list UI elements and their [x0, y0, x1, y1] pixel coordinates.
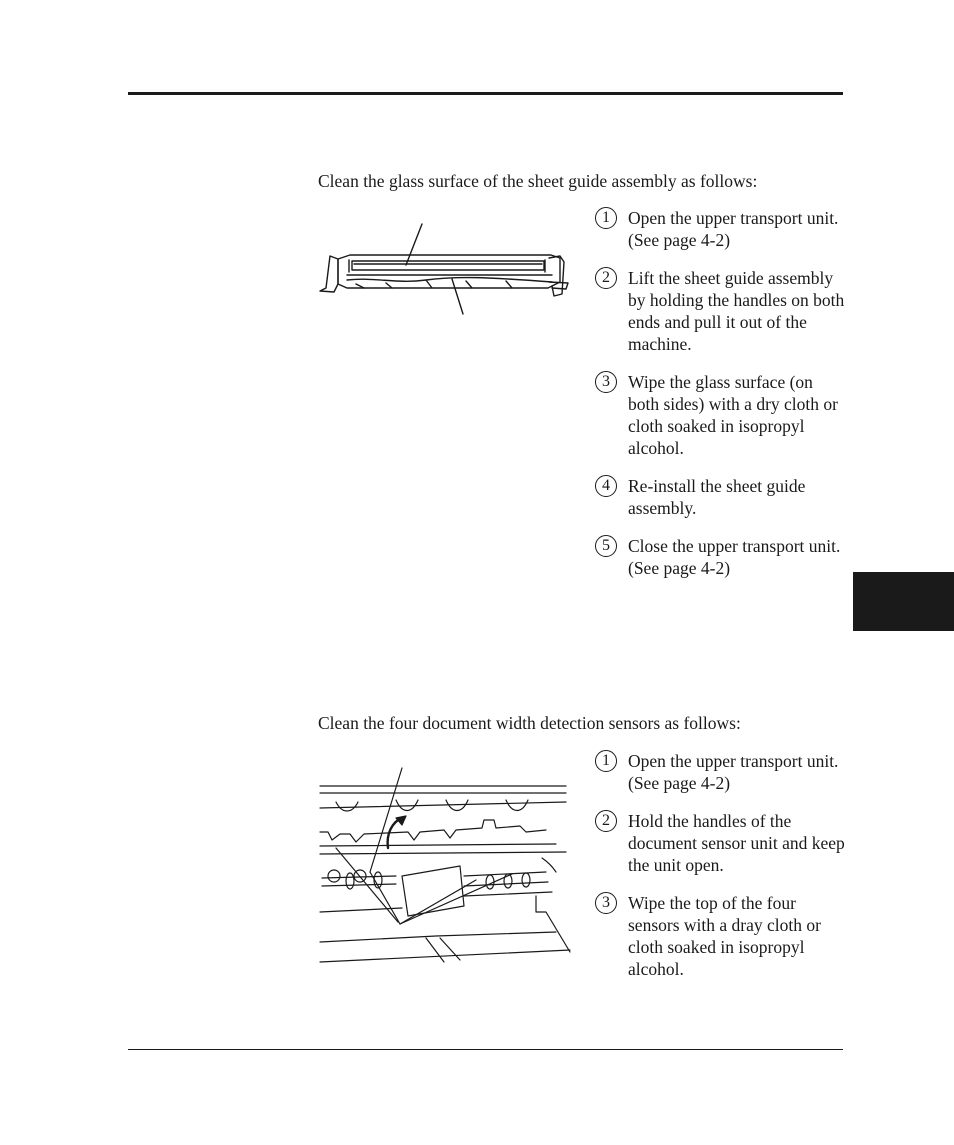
section2-intro: Clean the four document width detection sensors as follows:	[318, 713, 741, 733]
section2-step-2	[595, 810, 845, 876]
step-text: Close the upper transport unit. (See page 4-2)	[628, 536, 841, 578]
section2-step-3	[595, 892, 845, 980]
document-sensor-unit-figure	[316, 762, 574, 970]
bottom-rule	[128, 1049, 843, 1050]
step-number-badge: 2	[595, 810, 617, 832]
step-text: Hold the handles of the document sensor unit and keep the unit open.	[628, 811, 845, 875]
section1-step-2	[595, 267, 845, 355]
step-number-badge: 2	[595, 267, 617, 289]
step-text: Open the upper transport unit. (See page 4-2)	[628, 208, 839, 250]
step-text: Open the upper transport unit. (See page 4-2)	[628, 751, 839, 793]
step-text: Wipe the glass surface (on both sides) with a dry cloth or cloth soaked in isopropyl alcohol.	[628, 372, 838, 458]
step-number-badge: 5	[595, 535, 617, 557]
step-number-badge: 1	[595, 750, 617, 772]
step-number-badge: 1	[595, 207, 617, 229]
sheet-guide-assembly-figure	[316, 222, 570, 318]
top-rule	[128, 92, 843, 95]
section2-step-1	[595, 750, 845, 794]
section1-step-1	[595, 207, 845, 251]
step-text: Lift the sheet guide assembly by holding the handles on both ends and pull it out of the machine.	[628, 268, 845, 354]
step-number-badge: 4	[595, 475, 617, 497]
section1-steps	[595, 207, 845, 579]
chapter-tab	[853, 572, 954, 631]
step-number-badge: 3	[595, 892, 617, 914]
section1-step-4	[595, 475, 845, 519]
section1-step-3	[595, 371, 845, 459]
section1-step-5	[595, 535, 845, 579]
step-number-badge: 3	[595, 371, 617, 393]
section1-intro: Clean the glass surface of the sheet guide assembly as follows:	[318, 171, 758, 191]
step-text: Wipe the top of the four sensors with a dray cloth or cloth soaked in isopropyl alcohol.	[628, 893, 821, 979]
step-text: Re-install the sheet guide assembly.	[628, 476, 806, 518]
section2-steps	[595, 750, 845, 980]
